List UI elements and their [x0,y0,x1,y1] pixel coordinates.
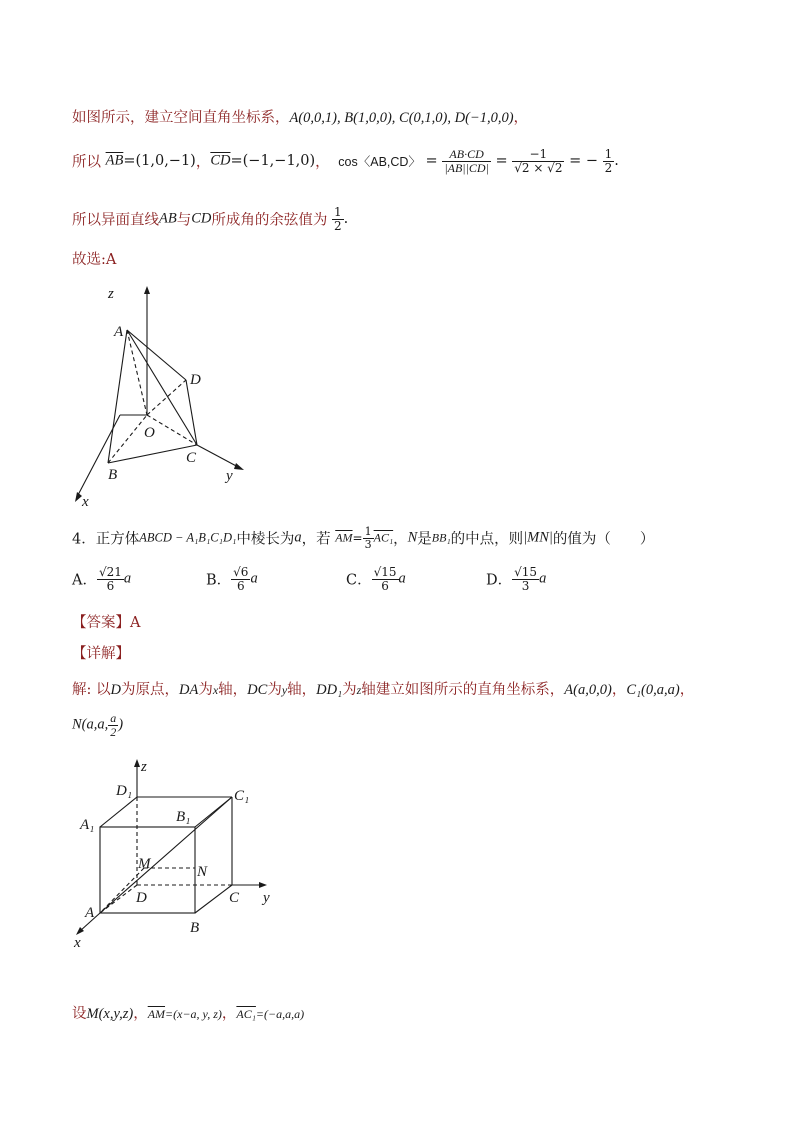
text: ， [679,682,695,698]
text: 正方体 [95,531,140,548]
denominator: 6 [236,578,245,593]
axis-y-label: y [226,468,233,484]
denominator: 3 [364,537,372,551]
point-b-label: B [108,467,118,483]
denominator: 6 [381,578,389,593]
denominator: |AB||CD| [444,160,489,175]
tetrahedron-figure [60,280,260,510]
numerator: 1 [604,147,613,161]
last-line [72,1002,304,1023]
numerator: AB·CD [442,148,491,162]
text: ， [611,682,627,698]
option-fraction [231,566,250,592]
math-x: x [212,683,219,697]
option-fraction [372,566,399,592]
equals: = [352,531,363,546]
vector-ac1: AC₁ [236,1007,256,1021]
point-n-suffix: ) [118,716,124,733]
text: 的值为（ ） [552,531,655,548]
denominator: 2 [604,160,613,175]
text: 所成角的余弦值为 [211,212,328,229]
abs-mn: |MN| [523,529,553,546]
option-letter: C． [346,572,372,589]
point-d-label: D [190,372,201,388]
point-c1-label: C₁ [234,788,250,804]
prev-line-1 [72,106,528,127]
option-d[interactable] [486,566,546,592]
segment-bb1: BB₁ [431,530,451,545]
math-y: y [281,683,288,697]
math-da: DA [178,682,199,698]
point-n: N [407,529,418,546]
axis-z-label: z [108,286,114,302]
axis-y-label: y [263,890,270,906]
numerator: √15 [514,565,538,579]
denominator: √2 × √2 [514,160,563,175]
point-m-label: M [138,856,151,872]
numerator: a [110,711,117,725]
point-a1-label: A₁ [80,817,95,833]
point-c1: C₁(0,a,a) [626,682,680,698]
vector-am: $\overline{AM}$ [335,530,353,545]
numerator: 1 [364,525,372,538]
unit: a [539,570,547,587]
option-letter: B． [206,572,232,589]
point-d1-label: D₁ [116,783,133,799]
option-fraction [97,566,124,592]
option-b[interactable] [206,566,258,592]
question-stem [72,526,654,560]
point-c-label: C [186,450,197,466]
vec-ab-value: =(1,0,−1) [123,153,196,170]
denominator: 6 [106,578,115,593]
prev-line-2: 所以 $\overline{AB}=(1,0,-1)$，$\overline{CD}=(-1,-1,0)$， cos〈AB,CD〉 = $\frac{AB\cdot CD}{|AB||CD|}$ = $\frac{-1}{√2 \times √2}$ = − $\frac{1}{2}$ . [72,147,619,175]
text: 所以异面直线 [72,212,159,229]
numerator: √6 [233,565,249,579]
cos-value-fraction [332,206,344,232]
cd: CD [191,210,212,227]
result-sign: = − [569,153,598,170]
denominator: 2 [333,218,342,233]
text: 为 [198,682,213,698]
text: 轴建立如图所示的直角坐标系， [361,682,565,698]
text: 为 [342,682,357,698]
unit: a [250,570,258,587]
text: 如图所示，建立空间直角坐标系， [72,110,290,126]
solution-line-1 [72,678,694,699]
coords: A(0,0,1), B(1,0,0), C(0,1,0), D(−1,0,0) [289,110,514,126]
point-b1-label: B₁ [176,809,191,825]
text: 为原点， [120,682,179,698]
point-o-label: O [144,425,155,441]
a-half [108,712,118,738]
math-z: z [356,683,362,697]
option-c[interactable] [346,566,406,592]
text: 设 [72,1006,87,1022]
cos-fraction [442,148,491,174]
cube-name: ABCD − A₁B₁C₁D₁ [139,530,237,545]
numerator: √21 [98,565,122,579]
cos-label: cos〈AB,CD〉 [338,155,421,170]
ac1-value: =(−a,a,a) [255,1007,305,1021]
text: 的中点，则 [450,531,524,548]
answer-choice: 故选:A [72,252,117,268]
one-third [363,526,374,550]
axis-z-label: z [141,759,147,775]
option-letter: A． [72,572,97,589]
am-value: =(x−a, y, z) [165,1007,222,1021]
vec-cd-value: =(−1,−1,0) [230,153,316,170]
math-d: D [110,682,121,698]
answer-label: 【答案】A [72,615,141,631]
axis-x-label: x [74,935,81,951]
math-dd1: DD₁ [316,682,343,698]
axis-x-label: x [82,494,89,510]
text: 轴， [287,682,317,698]
text: ， [393,531,408,548]
point-m: M(x,y,z) [86,1006,134,1022]
vector-am: $\overline{AM}$ [147,1007,166,1021]
unit: a [123,570,132,587]
unit: a [398,570,406,587]
prev-line-3: 所以异面直线AB与CD所成角的余弦值为 $\frac{1}{2}$ . [72,205,349,233]
value-fraction [512,148,564,174]
text: 所以 [72,154,101,171]
point-n-label: N [197,864,208,880]
numerator: −1 [512,148,564,162]
numerator: √15 [373,565,397,579]
vector-ab: $\overline{AB}$ [105,152,124,169]
solution-line-2 [72,712,123,752]
text: 中棱长为 [236,531,295,548]
vector-ac1: AC₁ [373,530,394,545]
text: ，若 [301,531,331,548]
text: 轴， [218,682,248,698]
point-n-prefix: N(a,a, [72,716,109,733]
denominator: 3 [521,578,530,593]
question-number: 4． [72,531,96,548]
point-b-label: B [190,920,200,936]
text: 与 [176,212,192,229]
text: ， [513,110,529,126]
option-letter: D． [486,572,513,589]
point-d-label: D [136,890,147,906]
edge-length: a [294,529,302,546]
text: 为 [267,682,282,698]
text: 解: 以 [72,682,111,698]
point-c-label: C [229,890,240,906]
text: 是 [417,531,432,548]
option-a[interactable] [72,566,131,592]
text: ， [221,1006,237,1022]
result-fraction [603,148,615,174]
ab: AB [159,210,177,227]
vector-cd: $\overline{CD}$ [210,152,231,169]
option-fraction [512,566,539,592]
numerator: 1 [333,205,342,219]
point-a: A(a,0,0) [564,682,612,698]
point-a-label: A [85,905,95,921]
point-a-label: A [114,324,124,340]
math-dc: DC [247,682,268,698]
text: ， [133,1006,148,1022]
detail-label: 【详解】 [72,646,130,662]
cube-figure [70,755,290,955]
denominator: 2 [110,724,117,739]
